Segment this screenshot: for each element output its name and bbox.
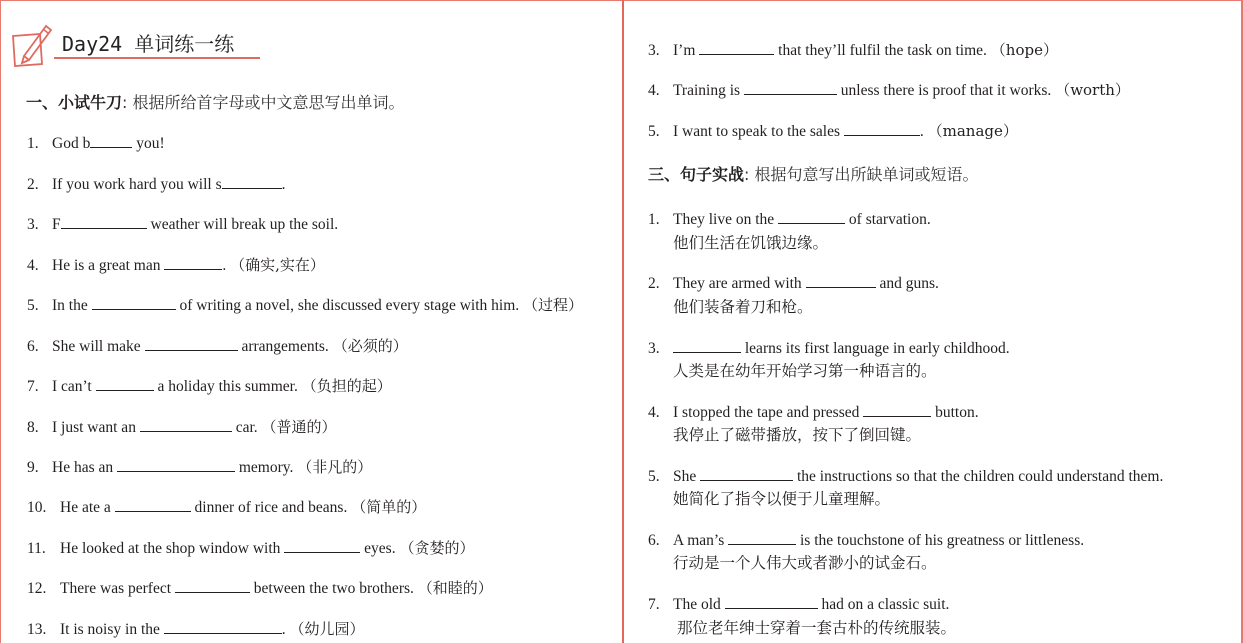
answer-blank[interactable] [145, 336, 238, 351]
s3-item-1-translation: 他们生活在饥饿边缘。 [673, 234, 829, 252]
answer-blank[interactable] [284, 538, 360, 553]
s1-item-11: 11. He looked at the shop window with eyes. （贪婪的） [27, 539, 475, 557]
answer-blank[interactable] [96, 376, 154, 391]
s3-item-5: 5. She the instructions so that the children could understand them. [648, 468, 1164, 485]
s3-item-4-translation: 我停止了磁带播放，按下了倒回键。 [673, 426, 922, 444]
answer-blank[interactable] [115, 497, 191, 512]
answer-blank[interactable] [863, 402, 931, 417]
s1-item-2: 2. If you work hard you will s . [27, 176, 286, 193]
answer-blank[interactable] [806, 273, 876, 288]
s1-item-3: 3. F weather will break up the soil. [27, 216, 339, 233]
section1-heading-rest: : 根据所给首字母或中文意思写出单词。 [122, 93, 405, 112]
s3-item-2: 2. They are armed with and guns. [648, 275, 939, 292]
answer-blank[interactable] [700, 466, 793, 481]
answer-blank[interactable] [222, 174, 282, 189]
s3-item-3-translation: 人类是在幼年开始学习第一种语言的。 [673, 362, 937, 380]
answer-blank[interactable] [699, 40, 774, 55]
s2-item-5: 5. I want to speak to the sales . （manage） [648, 122, 1018, 140]
s3-item-1: 1. They live on the of starvation. [648, 211, 931, 228]
answer-blank[interactable] [725, 594, 818, 609]
s3-item-3: 3. learns its first language in early childhood. [648, 340, 1010, 357]
s3-item-7-translation: 那位老年绅士穿着一套古朴的传统服装。 [677, 619, 957, 637]
s1-item-9: 9. He has an memory. （非凡的） [27, 458, 373, 476]
answer-blank[interactable] [90, 133, 132, 148]
s3-item-4: 4. I stopped the tape and pressed button. [648, 404, 979, 421]
s1-item-5: 5. In the of writing a novel, she discussed every stage with him. （过程） [27, 296, 584, 314]
s3-item-6-translation: 行动是一个人伟大或者渺小的试金石。 [673, 554, 937, 572]
answer-blank[interactable] [744, 80, 837, 95]
answer-blank[interactable] [61, 214, 147, 229]
s3-item-7: 7. The old had on a classic suit. [648, 596, 950, 613]
answer-blank[interactable] [175, 578, 250, 593]
answer-blank[interactable] [140, 417, 232, 432]
answer-blank[interactable] [164, 619, 282, 634]
column-divider [622, 0, 624, 643]
pencil-note-icon [10, 20, 56, 68]
answer-blank[interactable] [673, 338, 741, 353]
section1-heading [26, 90, 405, 113]
answer-blank[interactable] [117, 457, 235, 472]
page-border-left [0, 0, 1, 643]
s1-item-7: 7. I can’t a holiday this summer. （负担的起） [27, 377, 392, 395]
answer-blank[interactable] [844, 121, 920, 136]
title-underline [54, 57, 260, 59]
s3-item-2-translation: 他们装备着刀和枪。 [673, 298, 813, 316]
section3-heading [648, 162, 979, 185]
answer-blank[interactable] [164, 255, 222, 270]
s2-item-3: 3. I’m that they’ll fulfil the task on time. （hope） [648, 41, 1058, 59]
s2-item-4: 4. Training is unless there is proof that it works. （worth） [648, 81, 1130, 99]
answer-blank[interactable] [778, 209, 845, 224]
section1-heading-bold: 一、小试牛刀 [26, 93, 123, 112]
section3-heading-bold: 三、句子实战 [648, 165, 745, 184]
page-title-block [10, 20, 270, 70]
section3-heading-rest: : 根据句意写出所缺单词或短语。 [744, 165, 979, 184]
s1-item-8: 8. I just want an car. （普通的） [27, 418, 337, 436]
s3-item-5-translation: 她简化了指令以便于儿童理解。 [673, 490, 891, 508]
page-title: Day24 单词练一练 [62, 32, 235, 56]
s1-item-1: 1. God b you! [27, 135, 165, 152]
s1-item-4: 4. He is a great man . （确实,实在） [27, 256, 325, 274]
answer-blank[interactable] [92, 295, 176, 310]
s1-item-13: 13. It is noisy in the . （幼儿园） [27, 620, 365, 638]
answer-blank[interactable] [728, 530, 796, 545]
s1-item-10: 10. He ate a dinner of rice and beans. （简单的） [27, 498, 427, 516]
s3-item-6: 6. A man’s is the touchstone of his greatness or littleness. [648, 532, 1085, 549]
s1-item-6: 6. She will make arrangements. （必须的） [27, 337, 408, 355]
s1-item-12: 12. There was perfect between the two brothers. （和睦的） [27, 579, 493, 597]
